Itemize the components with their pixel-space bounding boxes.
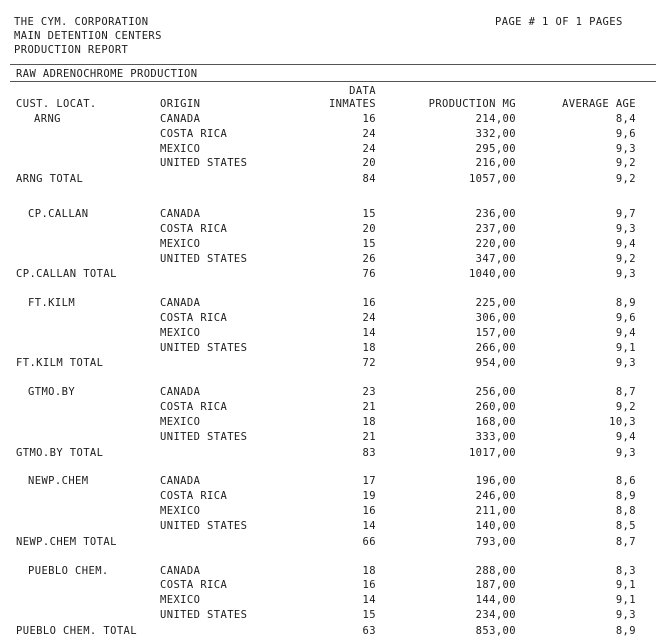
- production-cell: 288,00: [475, 564, 516, 577]
- production-cell: 246,00: [475, 490, 516, 503]
- section-title: RAW ADRENOCHROME PRODUCTION: [16, 68, 198, 80]
- inmates-cell: 18: [362, 415, 376, 428]
- inmates-cell: 24: [362, 127, 376, 140]
- production-cell: 295,00: [475, 142, 516, 155]
- total-production-cell: 954,00: [475, 357, 516, 370]
- report-type: PRODUCTION REPORT: [14, 44, 129, 56]
- age-cell: 10,3: [609, 415, 636, 428]
- group-total-label: GTMO.BY TOTAL: [16, 446, 104, 459]
- inmates-cell: 23: [362, 386, 376, 399]
- location-name: PUEBLO CHEM.: [28, 564, 109, 577]
- origin-cell: COSTA RICA: [160, 401, 228, 414]
- inmates-cell: 17: [362, 475, 376, 488]
- production-cell: 168,00: [475, 415, 516, 428]
- age-cell: 9,2: [615, 157, 636, 170]
- age-cell: 9,6: [615, 312, 636, 324]
- age-cell: 9,3: [615, 222, 636, 235]
- total-inmates-cell: 76: [362, 268, 376, 281]
- production-cell: 144,00: [475, 594, 516, 607]
- origin-cell: MEXICO: [160, 505, 201, 517]
- inmates-cell: 15: [362, 237, 376, 250]
- total-age-cell: 9,2: [615, 173, 636, 186]
- origin-cell: COSTA RICA: [160, 579, 228, 592]
- total-production-cell: 793,00: [475, 535, 516, 548]
- origin-cell: MEXICO: [160, 594, 201, 607]
- age-cell: 8,3: [615, 564, 636, 577]
- header-inmates: INMATES: [328, 98, 376, 110]
- header-cust-locat: CUST. LOCAT.: [16, 98, 97, 110]
- production-cell: 237,00: [475, 222, 516, 235]
- origin-cell: UNITED STATES: [160, 252, 248, 265]
- origin-cell: CANADA: [160, 113, 201, 125]
- total-inmates-cell: 72: [362, 357, 376, 370]
- header-origin: ORIGIN: [160, 98, 201, 110]
- production-cell: 236,00: [475, 208, 516, 221]
- group-total-label: PUEBLO CHEM. TOTAL: [16, 624, 137, 637]
- inmates-cell: 14: [362, 519, 376, 532]
- age-cell: 9,4: [615, 237, 636, 250]
- inmates-cell: 14: [362, 326, 376, 339]
- age-cell: 8,9: [615, 490, 636, 503]
- origin-cell: COSTA RICA: [160, 312, 228, 324]
- age-cell: 8,8: [615, 505, 636, 517]
- location-name: NEWP.CHEM: [28, 475, 89, 488]
- origin-cell: UNITED STATES: [160, 430, 248, 443]
- age-cell: 9,7: [615, 208, 636, 221]
- age-cell: 8,4: [615, 113, 636, 125]
- age-cell: 9,1: [615, 594, 636, 607]
- production-cell: 260,00: [475, 401, 516, 414]
- total-production-cell: 1040,00: [468, 268, 516, 281]
- production-cell: 256,00: [475, 386, 516, 399]
- origin-cell: CANADA: [160, 564, 201, 577]
- total-age-cell: 8,9: [615, 624, 636, 637]
- age-cell: 9,2: [615, 401, 636, 414]
- total-production-cell: 853,00: [475, 624, 516, 637]
- total-inmates-cell: 63: [362, 624, 376, 637]
- inmates-cell: 16: [362, 579, 376, 592]
- origin-cell: UNITED STATES: [160, 608, 248, 621]
- total-production-cell: 1057,00: [468, 173, 516, 186]
- origin-cell: COSTA RICA: [160, 222, 228, 235]
- total-age-cell: 8,7: [615, 535, 636, 548]
- age-cell: 9,2: [615, 252, 636, 265]
- inmates-cell: 24: [362, 142, 376, 155]
- origin-cell: MEXICO: [160, 415, 201, 428]
- age-cell: 9,1: [615, 579, 636, 592]
- origin-cell: COSTA RICA: [160, 490, 228, 503]
- origin-cell: UNITED STATES: [160, 157, 248, 170]
- age-cell: 9,3: [615, 608, 636, 621]
- report-subtitle: MAIN DETENTION CENTERS: [14, 30, 162, 42]
- production-cell: 234,00: [475, 608, 516, 621]
- origin-cell: MEXICO: [160, 142, 201, 155]
- origin-cell: CANADA: [160, 386, 201, 399]
- age-cell: 9,4: [615, 430, 636, 443]
- group-total-label: CP.CALLAN TOTAL: [16, 268, 117, 281]
- origin-cell: CANADA: [160, 475, 201, 488]
- age-cell: 9,4: [615, 326, 636, 339]
- total-age-cell: 9,3: [615, 446, 636, 459]
- production-cell: 347,00: [475, 252, 516, 265]
- total-inmates-cell: 66: [362, 535, 376, 548]
- group-total-label: FT.KILM TOTAL: [16, 357, 104, 370]
- production-cell: 333,00: [475, 430, 516, 443]
- age-cell: 9,6: [615, 127, 636, 140]
- production-cell: 225,00: [475, 297, 516, 310]
- total-production-cell: 1017,00: [468, 446, 516, 459]
- inmates-cell: 16: [362, 297, 376, 310]
- company-name: THE CYM. CORPORATION: [14, 16, 149, 28]
- origin-cell: CANADA: [160, 297, 201, 310]
- production-cell: 157,00: [475, 326, 516, 339]
- group-total-label: ARNG TOTAL: [16, 173, 84, 186]
- top-rule: [10, 64, 656, 65]
- origin-cell: MEXICO: [160, 326, 201, 339]
- production-cell: 332,00: [475, 127, 516, 140]
- group-total-label: NEWP.CHEM TOTAL: [16, 535, 117, 548]
- inmates-cell: 20: [362, 157, 376, 170]
- origin-cell: UNITED STATES: [160, 519, 248, 532]
- inmates-cell: 16: [362, 113, 376, 125]
- total-age-cell: 9,3: [615, 357, 636, 370]
- inmates-cell: 18: [362, 564, 376, 577]
- inmates-cell: 19: [362, 490, 376, 503]
- header-average-age: AVERAGE AGE: [562, 98, 636, 110]
- production-cell: 211,00: [475, 505, 516, 517]
- total-age-cell: 9,3: [615, 268, 636, 281]
- inmates-cell: 15: [362, 208, 376, 221]
- age-cell: 9,3: [615, 142, 636, 155]
- inmates-cell: 15: [362, 608, 376, 621]
- inmates-cell: 21: [362, 401, 376, 414]
- header-production: PRODUCTION MG: [428, 98, 516, 110]
- total-inmates-cell: 84: [362, 173, 376, 186]
- production-cell: 196,00: [475, 475, 516, 488]
- location-name: ARNG: [34, 113, 61, 125]
- location-name: GTMO.BY: [28, 386, 76, 399]
- inmates-cell: 18: [362, 341, 376, 354]
- age-cell: 8,5: [615, 519, 636, 532]
- age-cell: 8,7: [615, 386, 636, 399]
- production-cell: 214,00: [475, 113, 516, 125]
- location-name: CP.CALLAN: [28, 208, 89, 221]
- production-cell: 306,00: [475, 312, 516, 324]
- origin-cell: CANADA: [160, 208, 201, 221]
- total-inmates-cell: 83: [362, 446, 376, 459]
- origin-cell: COSTA RICA: [160, 127, 228, 140]
- age-cell: 8,9: [615, 297, 636, 310]
- inmates-cell: 14: [362, 594, 376, 607]
- page-indicator: PAGE # 1 OF 1 PAGES: [495, 16, 623, 28]
- origin-cell: UNITED STATES: [160, 341, 248, 354]
- inmates-cell: 16: [362, 505, 376, 517]
- header-data: DATA: [349, 85, 376, 97]
- production-cell: 220,00: [475, 237, 516, 250]
- production-cell: 140,00: [475, 519, 516, 532]
- production-cell: 187,00: [475, 579, 516, 592]
- section-rule: [10, 81, 656, 82]
- production-cell: 266,00: [475, 341, 516, 354]
- age-cell: 9,1: [615, 341, 636, 354]
- inmates-cell: 20: [362, 222, 376, 235]
- inmates-cell: 24: [362, 312, 376, 324]
- inmates-cell: 21: [362, 430, 376, 443]
- production-cell: 216,00: [475, 157, 516, 170]
- inmates-cell: 26: [362, 252, 376, 265]
- age-cell: 8,6: [615, 475, 636, 488]
- origin-cell: MEXICO: [160, 237, 201, 250]
- location-name: FT.KILM: [28, 297, 76, 310]
